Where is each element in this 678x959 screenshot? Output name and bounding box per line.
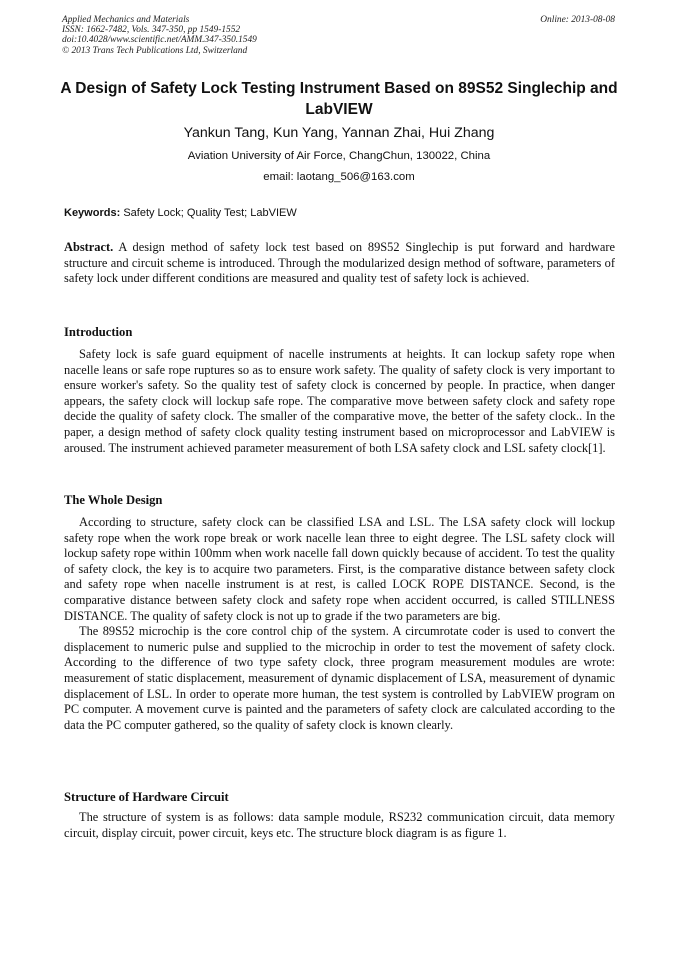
journal-name: Applied Mechanics and Materials — [62, 15, 190, 25]
section-heading-introduction: Introduction — [64, 325, 133, 339]
paragraph: According to structure, safety clock can be classified LSA and LSL. The LSA safety clock will lockup safety rope when the work rope break or work nacelle lean three to eight degree. The LSL safety clock will lockup safety rope within 100mm when work nacelle fall down quickly because of accident. To test the quality of safety clock, the key is to acquire two parameters. First, is the comparative distance between safety clock and safety rope when nacelle instrument is at rest, is called LOCK ROPE DISTANCE. Second, is the comparative distance between safety clock and safety rope when accident occurred, is called STILLNESS DISTANCE. The quality of safety clock is not up to grade if the two parameters are big. — [64, 515, 615, 623]
keywords-label: Keywords: — [64, 207, 121, 219]
paragraph: Safety lock is safe guard equipment of nacelle instruments at heights. It can lockup safety rope when nacelle leans or safe rope ruptures so as to ensure work safety. The quality of safety clock is very important to ensure worker's safety. So the quality test of safety clock is concerned by people. In practice, when danger appears, the safety clock will lockup safe rope. The comparative move between safety clock and safety rope decide the quality of safety clock. The smaller of the comparative move, the better of the safety clock.. In the paper, a design method of safety clock quality testing instrument based on microprocessor and LabVIEW is aroused. The instrument achieved parameter measurement of both LSA safety clock and LSL safety clock[1]. — [64, 347, 615, 455]
authors: Yankun Tang, Kun Yang, Yannan Zhai, Hui Zhang — [183, 125, 495, 141]
paragraph: The 89S52 microchip is the core control chip of the system. A circumrotate coder is used to convert the displacement to numeric pulse and supplied to the microchip in order to test the movement of safety clock. According to the difference of two type safety clock, three program measurement modules are wrote: measurement of static displacement, measurement of dynamic displacement of LSA, measurement of dynamic displacement of LSL. In order to operate more human, the test system is controlled by LabVIEW program on PC computer. A movement curve is painted and the parameters of safety clock are calculated according to the data the PC computer gathered, so the quality of safety clock is known clearly. — [64, 624, 615, 732]
doi-line: doi:10.4028/www.scientific.net/AMM.347-350.1549 — [62, 35, 257, 46]
section-heading-hardware: Structure of Hardware Circuit — [64, 790, 229, 804]
paper-title: A Design of Safety Lock Testing Instrument Based on 89S52 Singlechip and LabVIEW — [60, 80, 618, 118]
online-date: Online: 2013-08-08 — [540, 15, 615, 25]
affiliation: Aviation University of Air Force, ChangChun, 130022, China — [187, 150, 491, 162]
journal-header — [62, 15, 257, 56]
abstract — [64, 240, 615, 287]
paragraph: The structure of system is as follows: data sample module, RS232 communication circuit, data memory circuit, display circuit, power circuit, keys etc. The structure block diagram is as figure 1. — [64, 810, 615, 840]
issn-line: ISSN: 1662-7482, Vols. 347-350, pp 1549-1552 — [62, 25, 241, 36]
keywords — [64, 206, 614, 221]
copyright-line: © 2013 Trans Tech Publications Ltd, Switzerland — [62, 45, 248, 56]
section-introduction — [64, 347, 615, 456]
abstract-label: Abstract. — [64, 240, 114, 254]
section-heading-whole-design: The Whole Design — [64, 493, 163, 507]
section-whole-design — [64, 515, 615, 733]
section-hardware — [64, 810, 615, 841]
keywords-text: Safety Lock; Quality Test; LabVIEW — [123, 207, 297, 219]
abstract-text: A design method of safety lock test based on 89S52 Singlechip is put forward and hardware structure and circuit scheme is introduced. Through the modularized design method of software, parameters of safety lock under different conditions are measured and quality test of safety lock is achieved. — [64, 240, 615, 286]
author-email: email: laotang_506@163.com — [263, 171, 415, 183]
